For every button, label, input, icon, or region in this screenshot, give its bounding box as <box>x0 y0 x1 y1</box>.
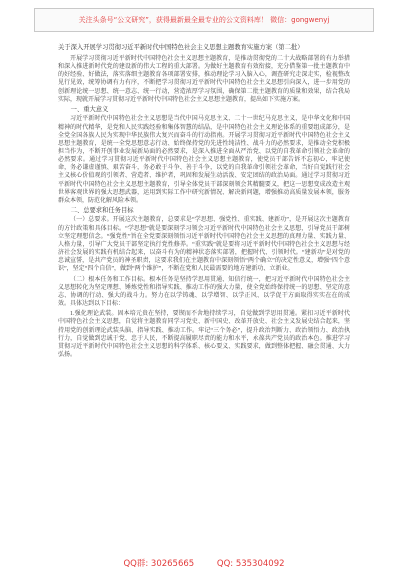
tasks-paragraph: （二）根本任务和工作目标。根本任务是坚持学思用贯通、知信行统一，把习近平新时代中国特色社会主义思想转化为坚定理想、锤炼党性和指导实践、推动工作的强大力量，使全党始终保持统一的思想、坚定的意志、协调的行动、强大的战斗力。努力在以学铸魂、以学增智、以学正风、以学促干方面取得实实在在的成效。具体达到以下目标： <box>58 276 350 308</box>
intro-paragraph: 开展学习贯彻习近平新时代中国特色社会主义思想主题教育，是推动贯彻党的二十大战略部署的有力举措和深入推进新时代党的建设新的伟大工程的重大部署。为做好主题教育有效衔接，充分借鉴第一批主题教育中的好经验、好做法，落实落细主题教育各项部署安排，推动理论学习入脑入心，调查研究走深走实，检视整改见行见效，统筹协调有力有序，不断把学习贯彻习近平新时代中国特色社会主义思想引向深入，进一步用党的创新理论统一思想、统一意志、统一行动，营造浓厚学习氛围，确保第二批主题教育的质量和效果，结合我局实际，现就开展学习贯彻习近平新时代中国特色社会主义思想主题教育，提出如下实施方案。 <box>58 56 350 103</box>
qq-label: QQ: 535304092 <box>216 559 285 569</box>
contact-footer <box>0 557 408 569</box>
significance-paragraph: 习近平新时代中国特色社会主义思想是当代中国马克思主义、二十一世纪马克思主义，是中华文化和中国精神的时代精华，是党和人民实践经验和集体智慧的结晶，是中国特色社会主义理论体系的重要组成部分，是全党全国各族人民为实现中华民族伟大复兴而奋斗的行动指南。开展学习贯彻习近平新时代中国特色社会主义思想主题教育，是统一全党思想意志行动、始终保持党的先进性纯洁性、战斗力的必然要求，是推动全党积极担当作为，不断开创事业发展新局面的必然要求，是深入推进全面从严治党、以党的自我革命引领社会革命的必然要求。通过学习贯彻习近平新时代中国特色社会主义思想主题教育，使党员干部告诉不忘初心，牢记使命，务必谦虚谨慎、艰苦奋斗，务必敢于斗争、善于斗争，以党的自我革命引领社会革命，当好自觉践行社会主义核心价值观的引领者、营造者、维护者，巩固和发展生动活泼、安定团结的政治局面。通过学习贯彻习近平新时代中国特色社会主义思想主题教育，引导全体党员干部深刻领会其精髓要义，把这一思想变成改造主观世界客观世界的强大思想武器，运用到实际工作中研究新情况、解决新问题，增强推动高质量发展本领，服务群众本领，防范化解风险本领。 <box>58 116 350 204</box>
section-heading-requirements: 二、总要求和任务目标 <box>70 207 134 215</box>
header-banner: 关注头条号“公文研究”，获得最新最全最专业的公文资料库！ 微信：gongwenyj <box>34 8 374 32</box>
section-heading-significance: 一、重大意义 <box>70 105 109 113</box>
document-page <box>58 44 350 361</box>
theory-paragraph: 1.强化理论武装。固本培元贵在坚持，要锲而不舍地持续学习，自觉做到学思用贯通。紧扣习近平新时代中国特色社会主义思想，自觉将主题教育同学习党史、新中国史、改革开放史、社会主义发展史结合起来，坚持用党的创新理论武装头脑、指导实践、推动工作。牢记“三个务必”，提升政治判断力、政治领悟力、政治执行力，自觉做到忠诚于党、忠于人民，不断提高履职尽责的能力和水平，永葆共产党员的政治本色。推进学习贯彻习近平新时代中国特色社会主义思想的科学体系、核心要义、实践要求，做到整体把握、融会贯通、大力弘扬。 <box>58 311 350 358</box>
document-title: 关于深入开展学习贯彻习近平新时代中国特色社会主义思想主题教育实施方案（第二批） <box>58 44 304 51</box>
qq-group-label: QQ群: 30265665 <box>123 559 195 569</box>
requirements-paragraph: （一）总要求。开展这次主题教育，总要求是“学思想、强党性、重实践、建新功”，是开展这次主题教育的方针政策和具体目标。“学思想”就是要深刻学习领会习近平新时代中国特色社会主义思想，引导党员干部树立坚定理想信念。“强党性”旨在全党要深刻领悟习近平新时代中国特色社会主义思想的真理力量、实践力量、人格力量，引导广大党员干部坚定执行党性修养。“重实践”就是要将习近平新时代中国特色社会主义思想与经济社会发展的实践有机结合起来，以奋斗有为的精神状态落实部署，把握时代、引领时代。“建新功”是对党的忠诚宣誓，是共产党员的神圣职责，这要求我们在主题教育中深刻领悟“两个确立”的决定性意义，增强“四个意识”，坚定“四个自信”，做到“两个维护”，不断在党和人民最需要的地方建新功、立新业。 <box>58 217 350 273</box>
